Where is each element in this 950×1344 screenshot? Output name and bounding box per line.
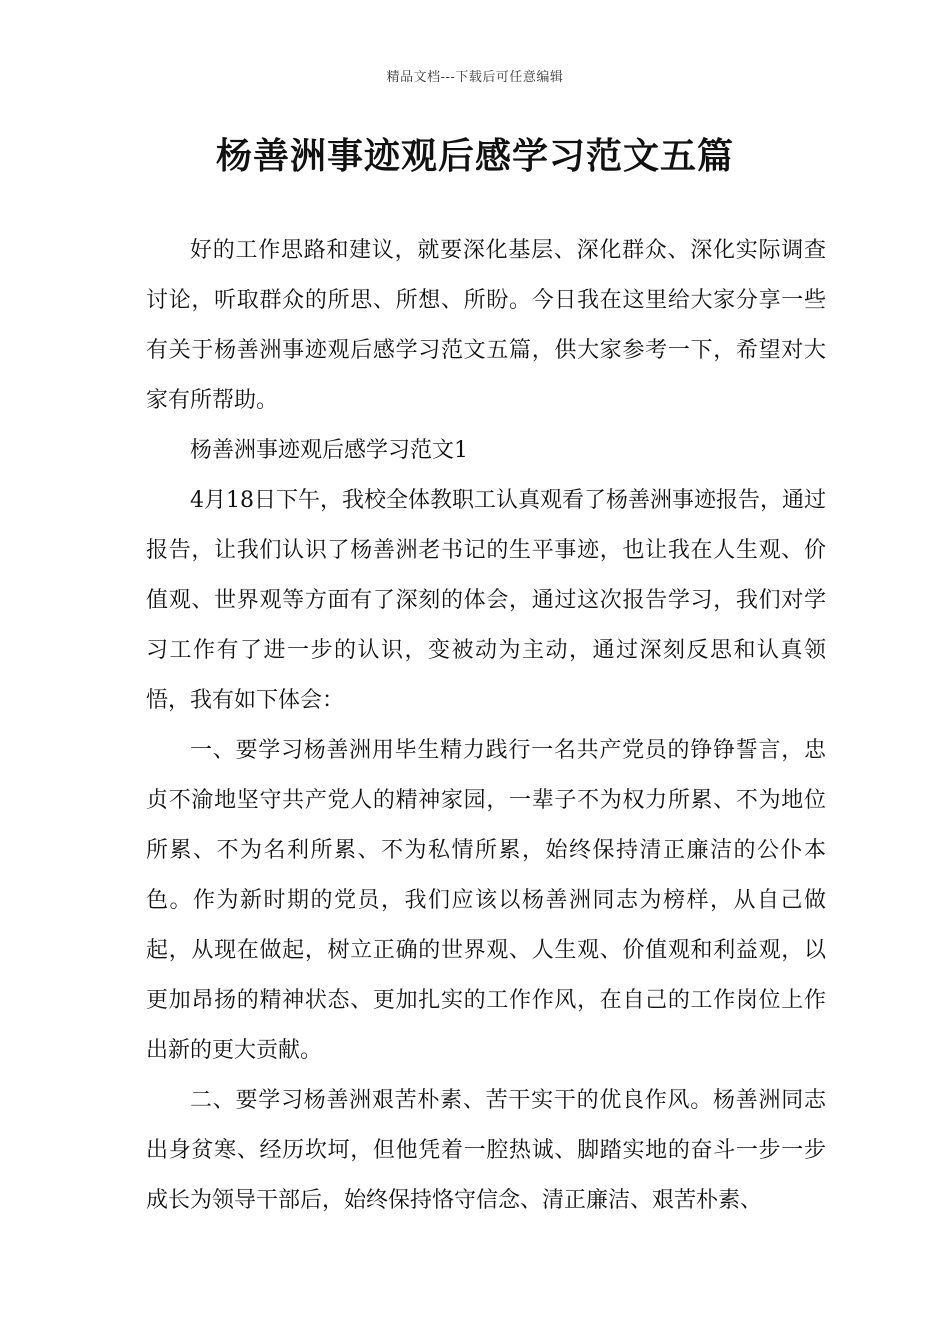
header-note: 精品文档---下载后可任意编辑	[386, 70, 564, 85]
document-title: 杨善洲事迹观后感学习范文五篇	[215, 135, 734, 177]
document-body	[146, 226, 826, 1226]
section-heading: 杨善洲事迹观后感学习范文1	[190, 438, 468, 463]
body-paragraph: 4月18日下午，我校全体教职工认真观看了杨善洲事迹报告，通过报告，让我们认识了杨善洲老书记的生平事迹，也让我在人生观、价值观、世界观等方面有了深刻的体会，通过这次报告学习，我们对学习工作有了进一步的认识，变被动为主动，通过深刻反思和认真领悟，我有如下体会：	[146, 488, 826, 713]
body-paragraph: 二、要学习杨善洲艰苦朴素、苦干实干的优良作风。杨善洲同志出身贫寒、经历坎坷，但他凭着一腔热诚、脚踏实地的奋斗一步一步成长为领导干部后，始终保持恪守信念、清正廉洁、艰苦朴素、	[146, 1088, 826, 1213]
body-paragraph: 一、要学习杨善洲用毕生精力践行一名共产党员的铮铮誓言，忠贞不渝地坚守共产党人的精神家园，一辈子不为权力所累、不为地位所累、不为名利所累、不为私情所累，始终保持清正廉洁的公仆本色。作为新时期的党员，我们应该以杨善洲同志为榜样，从自己做起，从现在做起，树立正确的世界观、人生观、价值观和利益观，以更加昂扬的精神状态、更加扎实的工作作风，在自己的工作岗位上作出新的更大贡献。	[146, 738, 826, 1063]
intro-paragraph: 好的工作思路和建议，就要深化基层、深化群众、深化实际调查讨论，听取群众的所思、所想、所盼。今日我在这里给大家分享一些有关于杨善洲事迹观后感学习范文五篇，供大家参考一下，希望对大家有所帮助。	[146, 238, 826, 413]
